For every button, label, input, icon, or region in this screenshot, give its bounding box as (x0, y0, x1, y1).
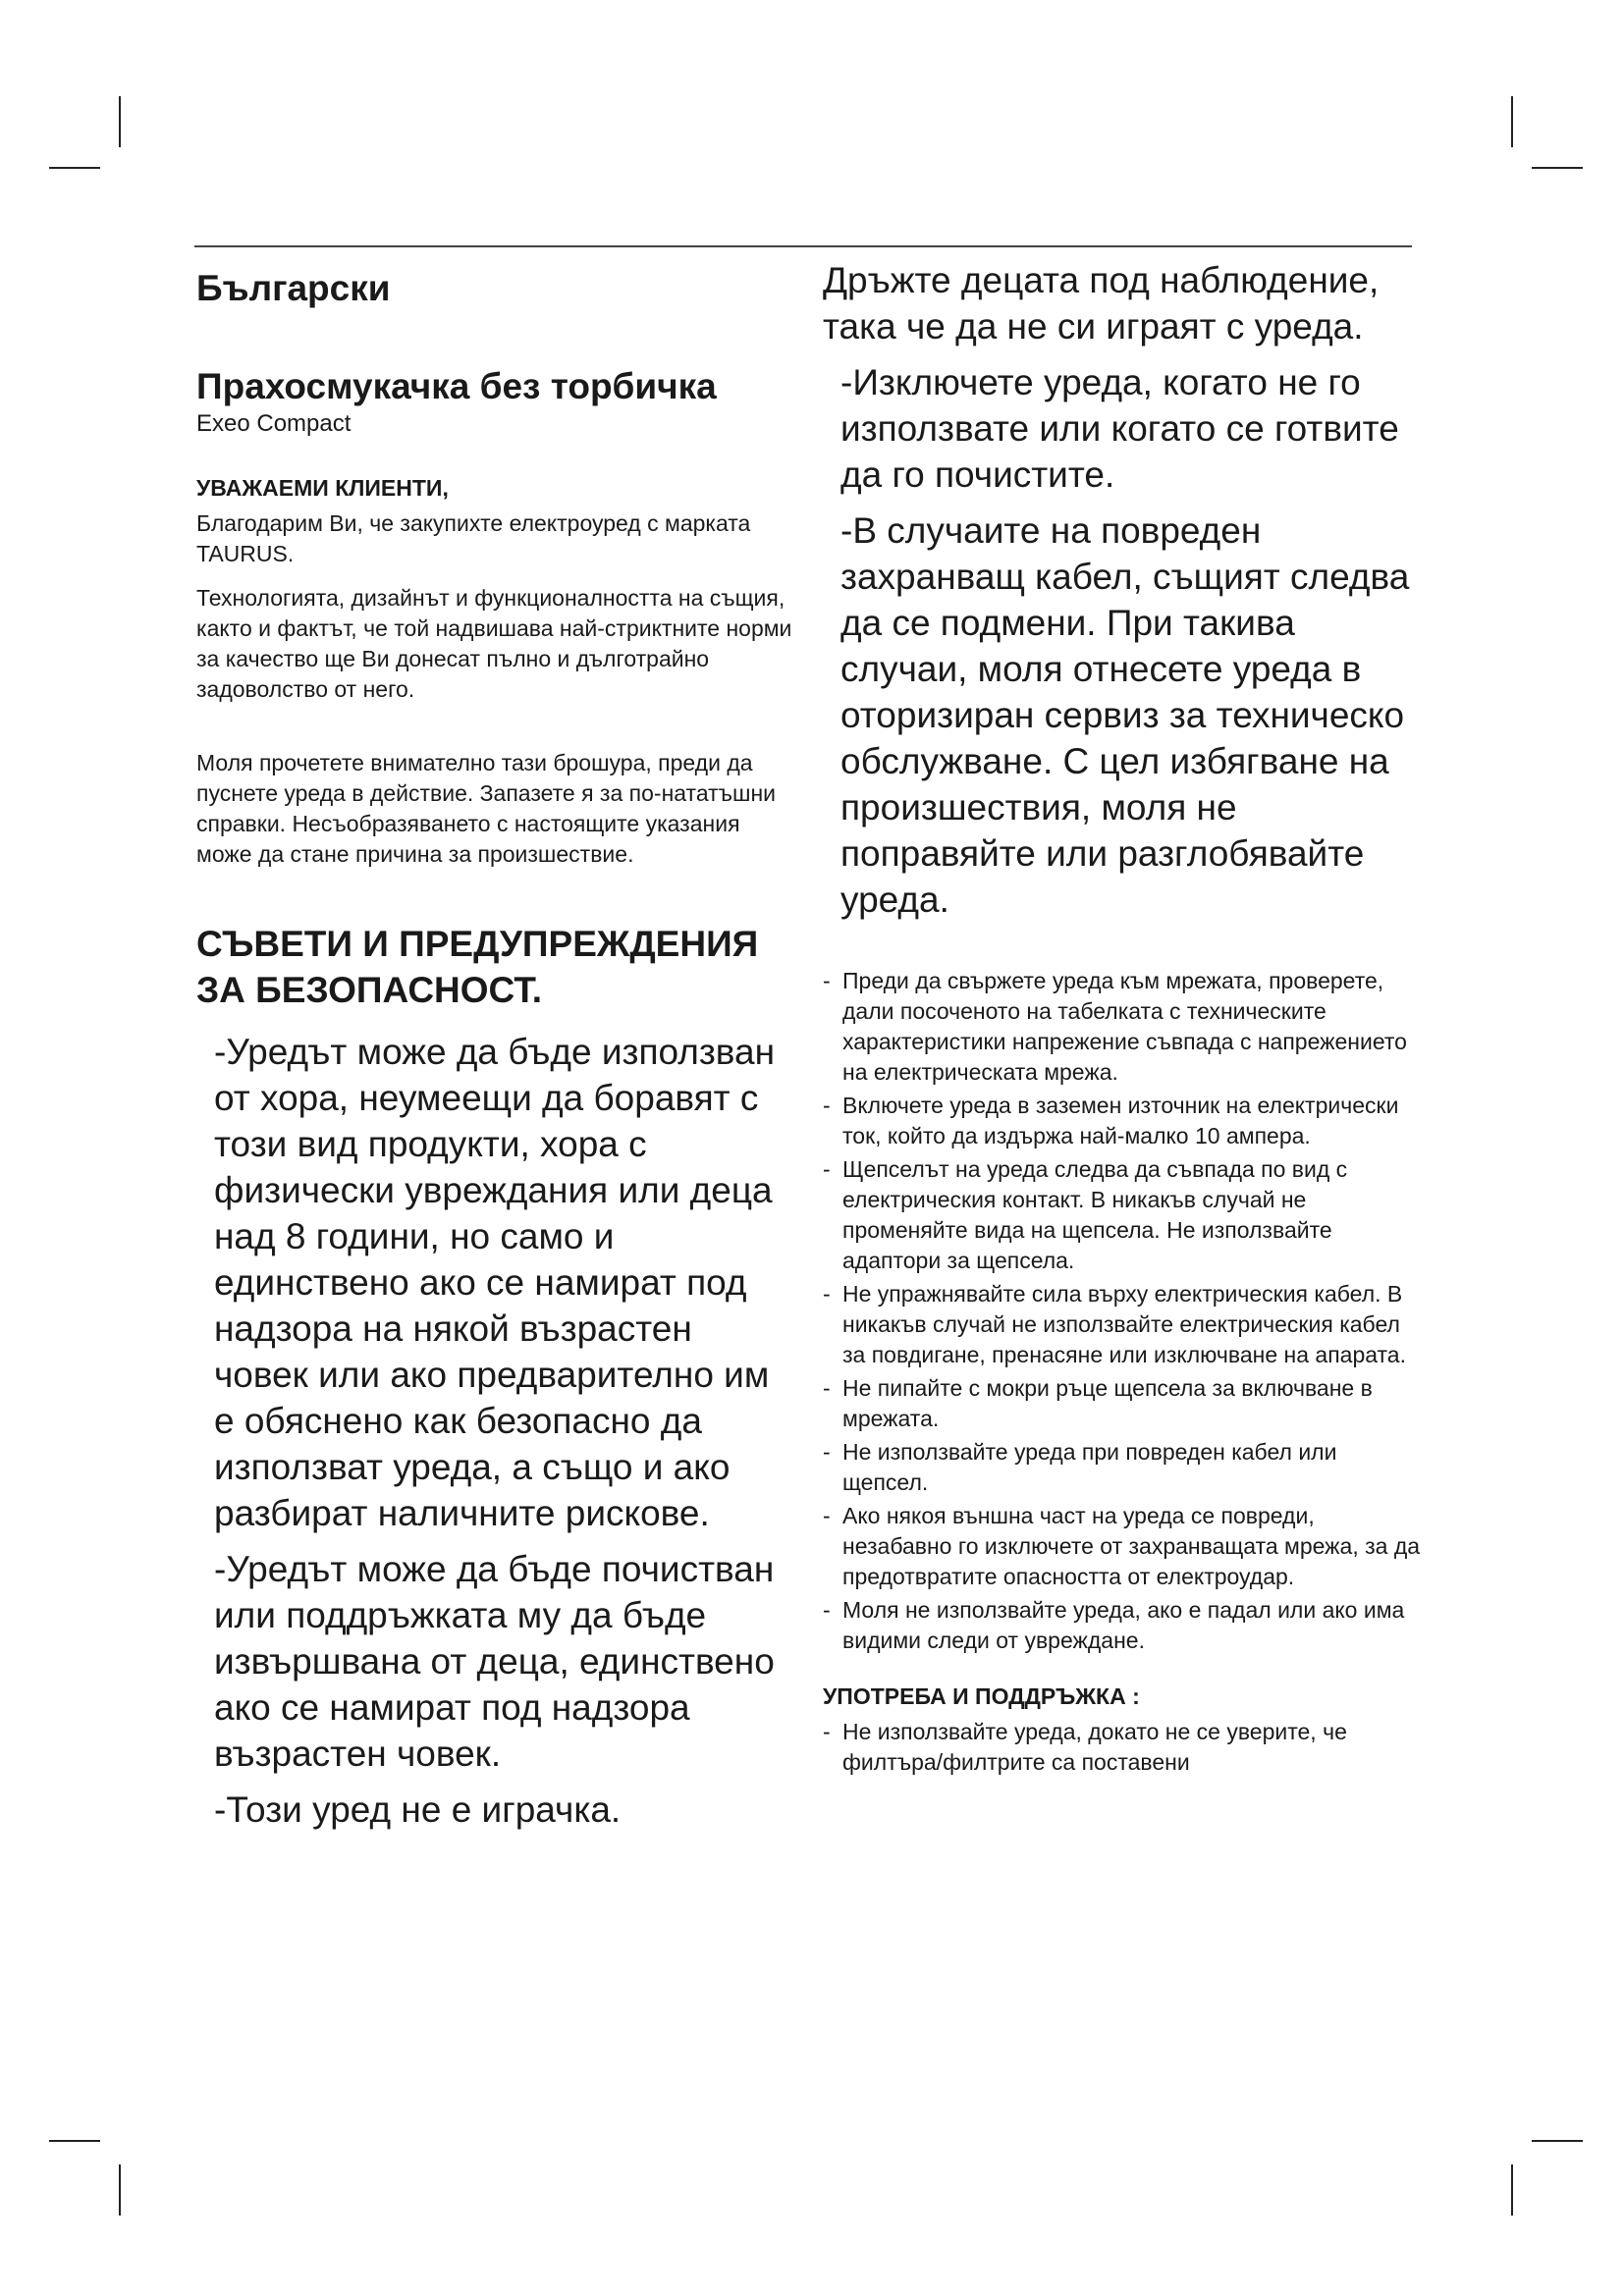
safety-paragraph: -В случаите на повреден захранващ кабел, същият следва да се подмени. При такива случаи, моля отнесете уреда в оторизиран сервиз за техническо обслужване. С цел избягване на произшествия, моля не поправяйте или разглобявайте уреда. (840, 510, 1410, 920)
thanks-paragraph: Благодарим Ви, че закупихте електроуред с марката TAURUS. (196, 510, 751, 566)
list-item: - Не пипайте с мокри ръце щепсела за включване в мрежата. (823, 1375, 1373, 1431)
crop-mark-top-right-horizontal (1532, 167, 1583, 169)
crop-mark-bottom-left-vertical (119, 2164, 121, 2216)
right-column (823, 257, 1422, 1778)
technology-paragraph: Технологията, дизайнът и функционалността на същия, както и фактът, че той надвишава най-стриктните норми за качество ще Ви донесат пълно и дълготрайно задоволство от него. (196, 585, 792, 702)
language-heading: Български (196, 268, 391, 308)
list-dash: - (823, 968, 831, 993)
list-item: - Не упражнявайте сила върху електрическия кабел. В никакъв случай не използвайте електрическия кабел за повдигане, пренасяне или изключване на апарата. (823, 1281, 1406, 1367)
list-dash: - (823, 1375, 831, 1401)
safety-paragraph: Дръжте децата под наблюдение, така че да не си играят с уреда. (823, 260, 1380, 347)
crop-mark-bottom-right-horizontal (1532, 2140, 1583, 2142)
crop-mark-top-right-vertical (1511, 96, 1513, 147)
list-dash: - (823, 1281, 831, 1307)
crop-mark-bottom-right-vertical (1511, 2164, 1513, 2216)
list-item: - Не използвайте уреда, докато не се уверите, че филтъра/филтрите са поставени (823, 1719, 1347, 1775)
warnings-list (823, 966, 1422, 1656)
list-dash: - (823, 1439, 831, 1465)
left-column (196, 263, 795, 1833)
safety-paragraph: -Уредът може да бъде използван от хора, неумеещи да боравят с този вид продукти, хора с физически увреждания или деца над 8 години, но само и единствено ако се намират под надзора на някой възрастен човек или ако предварително им е обяснено как безопасно да използват уреда, а също и ако разбират наличните рискове. (214, 1032, 776, 1533)
safety-paragraph: -Изключете уреда, когато не го използвате или когато се готвите да го почистите. (840, 362, 1399, 495)
crop-mark-bottom-left-horizontal (49, 2140, 100, 2142)
crop-mark-top-left-horizontal (49, 167, 100, 169)
list-dash: - (823, 1503, 831, 1528)
list-dash: - (823, 1093, 831, 1118)
list-item: - Щепселът на уреда следва да съвпада по вид с електрическия контакт. В никакъв случай не променяйте вида на щепсела. Не използвайте адаптори за щепсела. (823, 1156, 1348, 1273)
safety-paragraph: -Този уред не е играчка. (214, 1789, 622, 1830)
list-item: - Включете уреда в заземен източник на електрически ток, който да издържа най-малко 10 ампера. (823, 1093, 1399, 1148)
list-dash: - (823, 1719, 831, 1744)
list-item: - Ако някоя външна част на уреда се повреди, незабавно го изключете от захранващата мрежа, за да предотвратите опасността от електроудар. (823, 1503, 1421, 1589)
read-notice-paragraph: Моля прочетете внимателно тази брошура, преди да пуснете уреда в действие. Запазете я за по-нататъшни справки. Несъобразяването с настоящите указания може да стане причина за произшествие. (196, 750, 777, 867)
crop-mark-top-left-vertical (119, 96, 121, 147)
list-dash: - (823, 1597, 831, 1623)
list-dash: - (823, 1156, 831, 1182)
usage-heading: УПОТРЕБА И ПОДДРЪЖКА : (823, 1683, 1140, 1709)
safety-heading: СЪВЕТИ И ПРЕДУПРЕЖДЕНИЯ ЗА БЕЗОПАСНОСТ. (196, 924, 759, 1010)
list-item: - Не използвайте уреда при повреден кабел или щепсел. (823, 1439, 1337, 1495)
list-item: - Моля не използвайте уреда, ако е падал или ако има видими следи от увреждане. (823, 1597, 1405, 1653)
greeting-heading: УВАЖАЕМИ КЛИЕНТИ, (196, 475, 449, 501)
model-name: Exeo Compact (196, 410, 352, 437)
list-item: - Преди да свържете уреда към мрежата, проверете, дали посоченото на табелката с техническите характеристики напрежение съвпада с напрежението на електрическата мрежа. (823, 968, 1407, 1085)
usage-list (823, 1717, 1422, 1778)
header-rule (194, 245, 1412, 247)
product-title: Прахосмукачка без торбичка (196, 366, 717, 406)
safety-paragraph: -Уредът може да бъде почистван или поддръжката му да бъде извършвана от деца, единствено ако се намират под надзора възрастен човек. (214, 1549, 775, 1774)
